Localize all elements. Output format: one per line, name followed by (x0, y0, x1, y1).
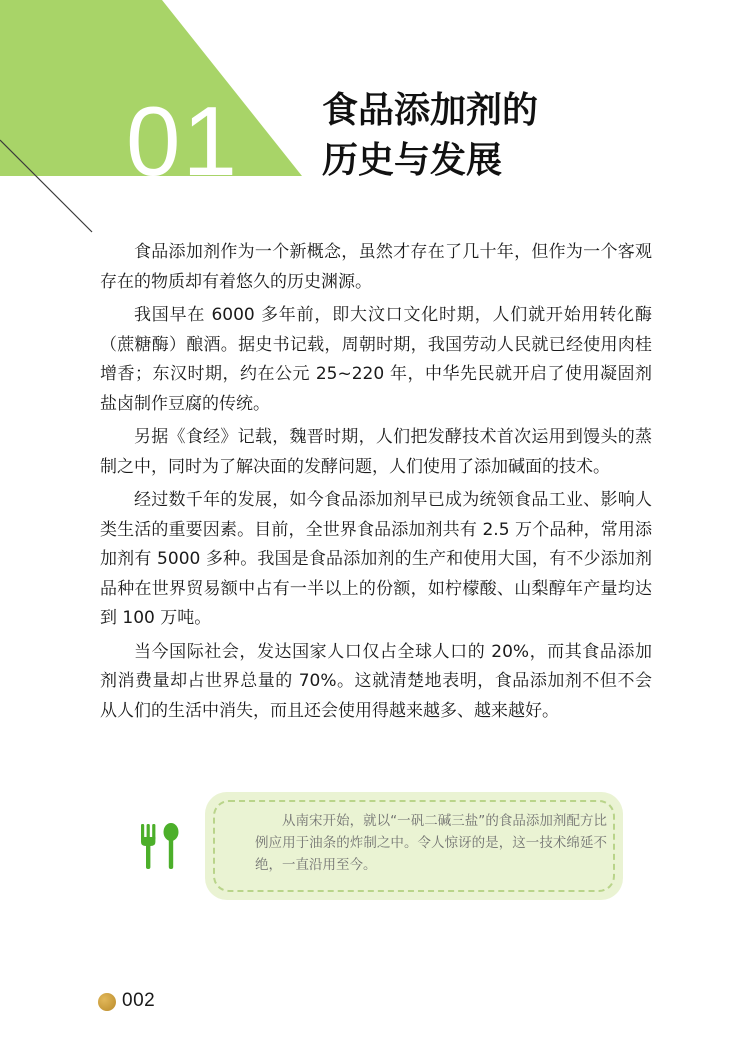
body-text (100, 238, 652, 730)
fork-spoon-icon (139, 822, 183, 870)
paragraph: 食品添加剂作为一个新概念，虽然才存在了几十年，但作为一个客观存在的物质却有着悠久的历史渊源。 (100, 242, 652, 292)
paragraph: 当今国际社会，发达国家人口仅占全球人口的 20%，而其食品添加剂消费量却占世界总量的 70%。这就清楚地表明，食品添加剂不但不会从人们的生活中消失，而且还会使用得越来越多、越来越好。 (100, 641, 652, 721)
chapter-title (322, 88, 538, 184)
paragraph: 经过数千年的发展，如今食品添加剂早已成为统领食品工业、影响人类生活的重要因素。目前，全世界食品添加剂共有 2.5 万个品种，常用添加剂有 5000 多种。我国是食品添加剂的生产和使用大国，有不少添加剂品种在世界贸易额中占有一半以上的份额，如柠檬酸、山梨醇年产量均达到 100 万吨。 (100, 490, 652, 628)
page-number-dot (98, 993, 116, 1011)
chapter-number: 01 (126, 86, 240, 196)
note-text: 从南宋开始，就以“一矾二碱三盐”的食品添加剂配方比例应用于油条的炸制之中。令人惊讶的是，这一技术绵延不绝，一直沿用至今。 (255, 813, 607, 873)
chapter-title-line-1: 食品添加剂的 (322, 90, 539, 131)
tip-note-box (205, 792, 623, 900)
paragraph: 另据《食经》记载，魏晋时期，人们把发酵技术首次运用到馒头的蒸制之中，同时为了解决面的发酵问题，人们使用了添加碱面的技术。 (100, 427, 652, 477)
chapter-title-line-2: 历史与发展 (322, 140, 503, 181)
page-number: 002 (122, 990, 156, 1011)
paragraph: 我国早在 6000 多年前，即大汶口文化时期，人们就开始用转化酶（蔗糖酶）酿酒。据史书记载，周朝时期，我国劳动人民就已经使用肉桂增香；东汉时期，约在公元 25~220 年，中华先民就开启了使用凝固剂盐卤制作豆腐的传统。 (100, 305, 652, 414)
